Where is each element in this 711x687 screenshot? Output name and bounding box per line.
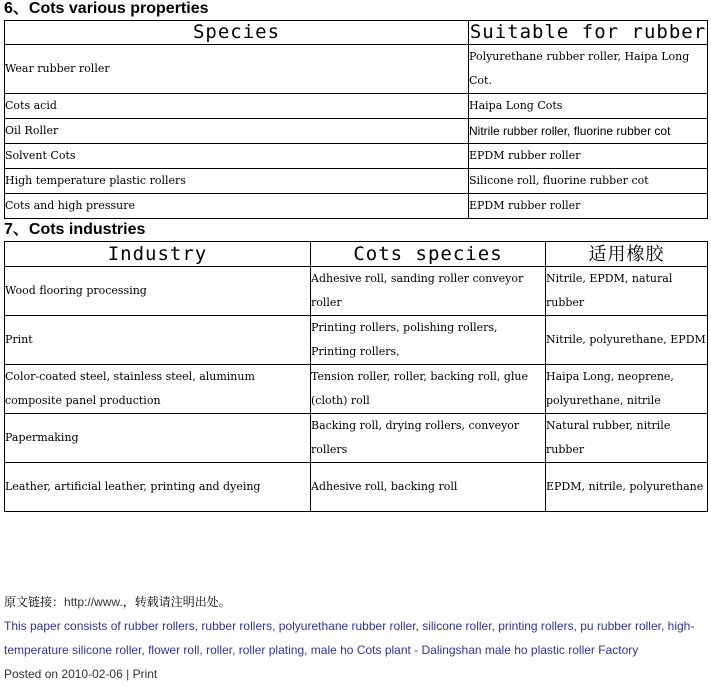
column-header-species: Species — [5, 21, 469, 45]
column-header-industry: Industry — [5, 242, 311, 267]
table-cell: Printing rollers, polishing rollers, Printing rollers, — [311, 316, 546, 365]
table-cell: Nitrile rubber roller, fluorine rubber cot — [469, 119, 708, 144]
table-cell: Backing roll, drying rollers, conveyor rollers — [311, 414, 546, 463]
table-header-row — [5, 242, 708, 267]
source-label: 原文链接： — [4, 595, 65, 609]
section-6-heading: 6、Cots various properties — [4, 0, 209, 17]
posted-date: 2010-02-06 — [61, 667, 123, 681]
table-cell: Leather, artificial leather, printing and dyeing — [5, 463, 311, 512]
posted-line — [4, 662, 710, 686]
print-link[interactable]: Print — [132, 667, 158, 681]
table-row — [5, 169, 708, 194]
cots-properties-table — [4, 20, 708, 219]
table-row — [5, 414, 708, 463]
table-cell: Nitrile, EPDM, natural rubber — [546, 267, 708, 316]
section-7-heading: 7、Cots industries — [4, 221, 146, 238]
table-cell: Cots and high pressure — [5, 194, 469, 219]
table-row — [5, 316, 708, 365]
table-cell: Papermaking — [5, 414, 311, 463]
table-cell: Natural rubber, nitrile rubber — [546, 414, 708, 463]
table-cell: Tension roller, roller, backing roll, glue (cloth) roll — [311, 365, 546, 414]
table-header-row — [5, 21, 708, 45]
table-cell: Polyurethane rubber roller, Haipa Long Cot. — [469, 45, 708, 94]
table-cell: EPDM, nitrile, polyurethane — [546, 463, 708, 512]
table-cell: High temperature plastic rollers — [5, 169, 469, 194]
table-cell: Color-coated steel, stainless steel, aluminum composite panel production — [5, 365, 311, 414]
table-row — [5, 94, 708, 119]
table-row — [5, 463, 708, 512]
table-cell: Nitrile, polyurethane, EPDM — [546, 316, 708, 365]
table-cell: EPDM rubber roller — [469, 194, 708, 219]
source-link[interactable]: http://www. — [64, 595, 123, 609]
table-row — [5, 45, 708, 94]
table-cell: Adhesive roll, backing roll — [311, 463, 546, 512]
table-cell: Wear rubber roller — [5, 45, 469, 94]
table-cell: Cots acid — [5, 94, 469, 119]
table-row — [5, 267, 708, 316]
table-cell: Silicone roll, fluorine rubber cot — [469, 169, 708, 194]
source-line — [4, 590, 710, 614]
table-cell: Oil Roller — [5, 119, 469, 144]
table-cell: Adhesive roll, sanding roller conveyor roller — [311, 267, 546, 316]
table-cell: Print — [5, 316, 311, 365]
table-row — [5, 144, 708, 169]
table-cell: Haipa Long Cots — [469, 94, 708, 119]
table-row — [5, 194, 708, 219]
column-header-suitable-rubber: Suitable for rubber — [469, 21, 707, 43]
table-row — [5, 119, 708, 144]
article-summary[interactable]: This paper consists of rubber rollers, rubber rollers, polyurethane rubber roller, silicone roller, printing rollers, pu rubber roller, high-temperature silicone roller, flower roll, roller, roller plating, male ho Cots plant - Dalingshan male ho plastic roller Factory — [4, 619, 695, 657]
column-header-applicable-rubber: 适用橡胶 — [546, 242, 708, 267]
table-cell: Wood flooring processing — [5, 267, 311, 316]
table-cell: EPDM rubber roller — [469, 144, 708, 169]
table-cell: Solvent Cots — [5, 144, 469, 169]
separator: | — [126, 667, 130, 681]
table-cell: Haipa Long, neoprene, polyurethane, nitrile — [546, 365, 708, 414]
table-row — [5, 365, 708, 414]
article-footer — [4, 590, 710, 686]
column-header-cots-species: Cots species — [311, 242, 546, 267]
cots-industries-table — [4, 241, 708, 512]
posted-prefix: Posted on — [4, 667, 59, 681]
document-body — [4, 0, 707, 512]
source-suffix: ，转载请注明出处。 — [122, 595, 231, 609]
